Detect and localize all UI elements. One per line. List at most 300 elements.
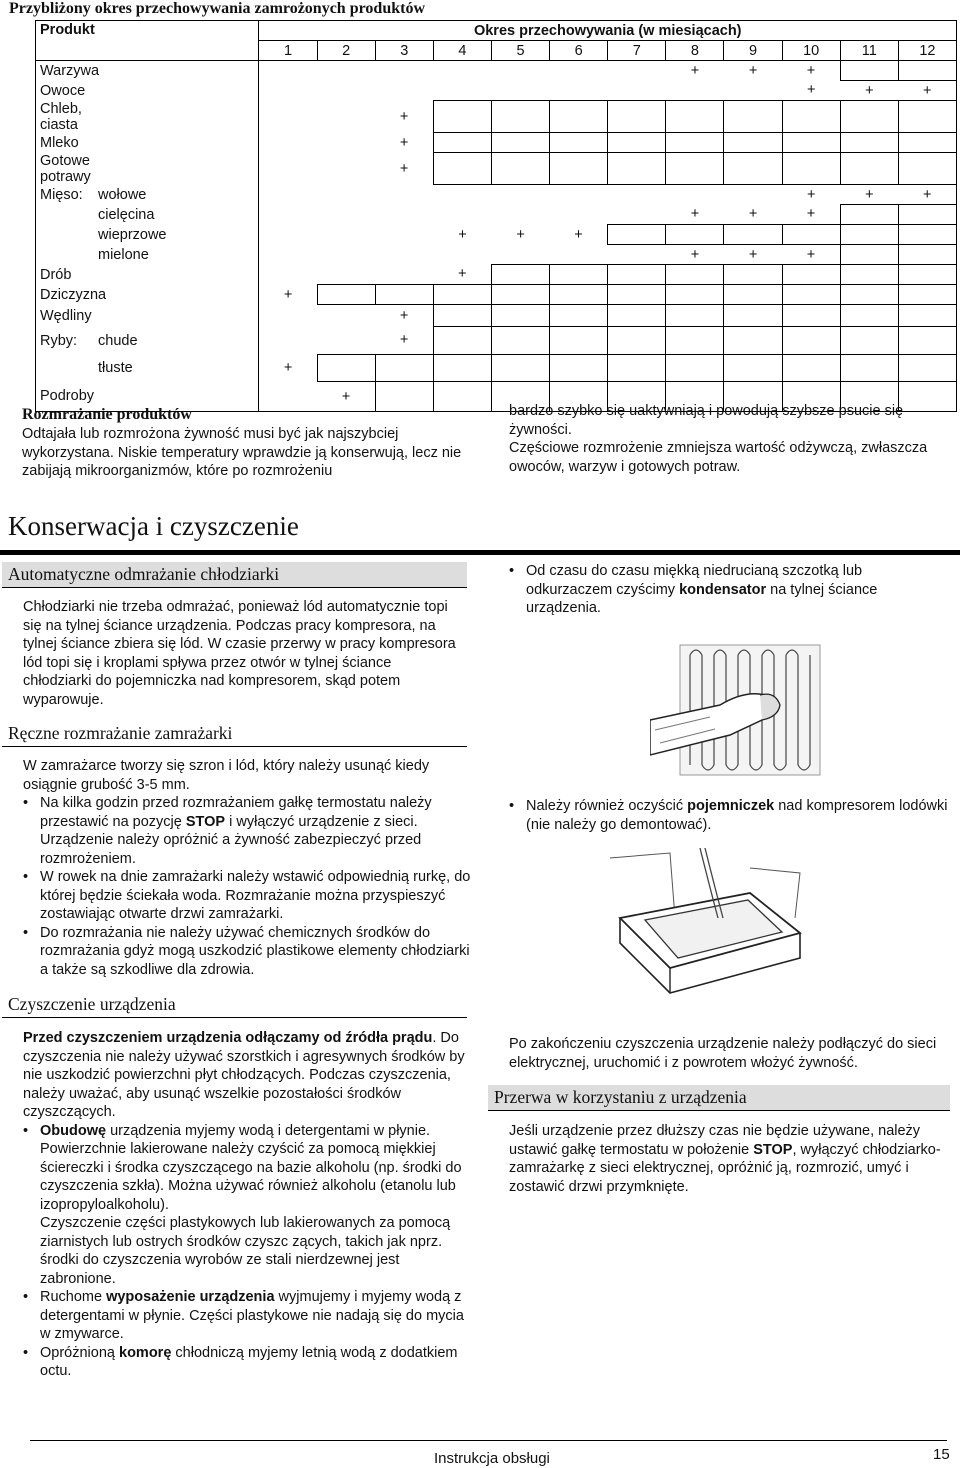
table-row <box>36 245 957 265</box>
product-name: Dziczyzna <box>40 286 107 303</box>
thaw-heading: Rozmrażanie produktów <box>22 406 192 423</box>
month-cell <box>259 185 317 205</box>
storage-mark: + <box>399 332 409 349</box>
manual-block <box>23 757 473 979</box>
month-cell <box>840 153 898 185</box>
month-cell <box>724 101 782 133</box>
after-cleaning-block <box>509 1035 949 1072</box>
month-cell <box>898 265 956 285</box>
storage-mark: + <box>865 82 874 99</box>
month-cell <box>898 153 956 185</box>
month-cell <box>898 305 956 327</box>
pause-heading: Przerwa w korzystaniu z urządzenia <box>494 1087 747 1107</box>
month-cell <box>259 81 317 101</box>
storage-table <box>35 20 957 405</box>
month-cell <box>840 101 898 133</box>
month-cell <box>259 285 317 305</box>
month-cell <box>550 185 608 205</box>
product-label <box>36 327 259 355</box>
month-cell <box>840 265 898 285</box>
month-cell <box>666 285 724 305</box>
month-cell <box>782 101 840 133</box>
month-cell <box>375 81 433 101</box>
drip-tray-illustration <box>600 848 815 998</box>
month-cell <box>782 185 840 205</box>
product-subtype: wołowe <box>98 186 147 203</box>
month-cell <box>433 205 491 225</box>
product-name: Gotowe potrawy <box>40 152 91 185</box>
cleaning-heading-bar <box>2 992 467 1018</box>
table-row <box>36 205 957 225</box>
pause-text: Jeśli urządzenie przez dłuższy czas nie będzie używane, należy ustawić gałkę termostatu w położenie <box>509 1123 921 1158</box>
month-header: 9 <box>724 41 782 61</box>
month-cell <box>375 225 433 245</box>
month-cell <box>666 305 724 327</box>
month-cell <box>724 285 782 305</box>
cleaning-block <box>23 1029 473 1381</box>
auto-text-block <box>23 598 463 709</box>
month-cell <box>782 81 840 101</box>
month-cell <box>782 245 840 265</box>
storage-mark: + <box>283 360 293 376</box>
month-cell <box>898 205 956 225</box>
pause-block <box>509 1122 949 1196</box>
product-name: Warzywa <box>40 62 100 79</box>
manual-b1-text-end: i wyłączyć urządzenie z sieci. Urządzenie należy opróżnić a żywność zabezpieczyć przed rozmrożeniem. <box>40 813 422 867</box>
tray-block <box>509 797 949 834</box>
month-cell <box>724 81 782 101</box>
month-cell <box>491 355 549 382</box>
month-cell <box>724 185 782 205</box>
period-header: Okres przechowywania (w miesiącach) <box>259 21 957 41</box>
month-cell <box>491 285 549 305</box>
storage-mark: + <box>748 246 758 263</box>
condenser-cleaning-illustration <box>650 635 845 780</box>
storage-mark: + <box>399 160 409 177</box>
month-cell <box>608 153 666 185</box>
month-cell <box>724 265 782 285</box>
cleaning-bullet-2 <box>40 1288 473 1344</box>
month-header: 5 <box>491 41 549 61</box>
pause-bold: STOP <box>753 1141 793 1158</box>
product-label <box>36 101 259 133</box>
storage-mark: + <box>806 206 816 223</box>
storage-mark: + <box>399 108 409 125</box>
storage-mark: + <box>748 206 758 223</box>
month-cell <box>550 355 608 382</box>
month-cell <box>433 245 491 265</box>
cleaning-bullet-1 <box>40 1122 473 1289</box>
table-row <box>36 265 957 285</box>
cleaning-bullet-3 <box>40 1344 473 1381</box>
cleaning-text: . Do czyszczenia nie należy używać szorstkich i agresywnych środków by nie uszkodzić powierzchni płyt chłodzących. Podczas czyszczenia, należy uważać, aby usunąć wszelkie pozostałości środków czyszczących. <box>23 1030 465 1120</box>
month-cell <box>608 61 666 81</box>
month-cell <box>491 245 549 265</box>
table-row <box>36 305 957 327</box>
month-cell <box>259 265 317 285</box>
month-cell <box>491 305 549 327</box>
month-cell <box>259 133 317 153</box>
pause-paragraph <box>509 1122 949 1196</box>
month-cell <box>724 305 782 327</box>
month-cell <box>608 81 666 101</box>
cleaning-b2-text: wyjmujemy i myjemy wodą z detergentami w płynie. Części plastykowe nie nadają się do mycia w zmywarce. <box>40 1289 464 1342</box>
thaw-left <box>22 405 472 481</box>
month-cell <box>550 285 608 305</box>
product-label <box>36 285 259 305</box>
storage-mark: + <box>690 206 700 223</box>
manual-heading: Ręczne rozmrażanie zamrażarki <box>8 723 233 743</box>
month-cell <box>608 285 666 305</box>
month-cell <box>898 327 956 355</box>
product-header: Produkt <box>36 21 259 61</box>
month-cell <box>840 133 898 153</box>
month-cell <box>491 61 549 81</box>
month-cell <box>898 101 956 133</box>
month-cell <box>666 225 724 245</box>
month-cell <box>317 285 375 305</box>
manual-heading-bar <box>2 721 467 747</box>
storage-mark: + <box>922 82 932 99</box>
storage-mark: + <box>399 134 409 151</box>
month-cell <box>608 185 666 205</box>
month-cell <box>491 225 549 245</box>
month-cell <box>259 355 317 382</box>
month-cell <box>317 355 375 382</box>
month-cell <box>608 101 666 133</box>
auto-heading-bar <box>2 562 467 588</box>
storage-mark: + <box>399 307 409 324</box>
month-cell <box>608 205 666 225</box>
storage-mark: + <box>341 388 351 405</box>
month-cell <box>898 225 956 245</box>
month-cell <box>724 245 782 265</box>
month-cell <box>724 327 782 355</box>
cleaning-b1-extra: Czyszczenie części plastykowych lub lakierowanych za pomocą ziarnistych lub ostrych środków czyszc zących, takich jak nprz. środki do czyszczenia wyrobów ze stali nierdzewnej jest zabronione. <box>40 1215 451 1287</box>
thaw-right <box>509 402 949 476</box>
cleaning-b1-bold: Obudowę <box>40 1122 107 1139</box>
after-cleaning-text: Po zakończeniu czyszczenia urządzenie należy podłączyć do sieci elektrycznej, uruchomić i z powrotem włożyć żywność. <box>509 1036 937 1071</box>
month-cell <box>608 245 666 265</box>
storage-mark: + <box>283 286 293 303</box>
manual-bullet-3: • Do rozmrażania nie należy używać chemicznych środków do rozmrażania gdyż mogą uszkodzić plastikowe elementy chłodziarki a także są szkodliwe dla zdrowia. <box>40 924 473 980</box>
month-cell <box>375 305 433 327</box>
month-cell <box>724 355 782 382</box>
month-cell <box>840 61 898 81</box>
cleaning-b3-bold: komorę <box>119 1344 172 1361</box>
month-cell <box>840 81 898 101</box>
month-cell <box>550 101 608 133</box>
footer-rule <box>30 1440 947 1441</box>
month-cell <box>433 61 491 81</box>
month-cell <box>840 305 898 327</box>
month-cell <box>550 205 608 225</box>
month-cell <box>782 225 840 245</box>
storage-mark: + <box>865 186 874 203</box>
month-cell <box>666 327 724 355</box>
month-cell <box>608 355 666 382</box>
month-cell <box>375 327 433 355</box>
table-row <box>36 101 957 133</box>
month-cell <box>550 61 608 81</box>
table-row <box>36 225 957 245</box>
month-cell <box>840 245 898 265</box>
product-name: Chleb, ciasta <box>40 100 82 133</box>
month-cell <box>317 133 375 153</box>
month-cell <box>375 355 433 382</box>
month-cell <box>259 153 317 185</box>
month-cell <box>898 355 956 382</box>
month-cell <box>666 81 724 101</box>
month-cell <box>608 265 666 285</box>
month-cell <box>782 153 840 185</box>
month-cell <box>375 245 433 265</box>
month-cell <box>491 185 549 205</box>
tray-bold: pojemniczek <box>687 798 775 814</box>
month-cell <box>491 81 549 101</box>
section-title: Konserwacja i czyszczenie <box>8 511 299 541</box>
product-name: Mięso: <box>40 186 83 203</box>
storage-mark: + <box>922 186 932 203</box>
month-cell <box>666 153 724 185</box>
month-cell <box>375 265 433 285</box>
product-subtype: mielone <box>98 246 149 263</box>
month-cell <box>491 327 549 355</box>
month-cell <box>317 225 375 245</box>
condenser-item <box>526 562 949 618</box>
month-cell <box>898 81 956 101</box>
table-row <box>36 285 957 305</box>
product-name: Drób <box>40 266 72 283</box>
footer-title: Instrukcja obsługi <box>434 1450 550 1467</box>
month-cell <box>840 355 898 382</box>
month-cell <box>491 205 549 225</box>
table-row <box>36 153 957 185</box>
month-cell <box>724 61 782 81</box>
month-header: 6 <box>550 41 608 61</box>
pause-heading-bar <box>488 1085 950 1111</box>
month-cell <box>433 285 491 305</box>
product-label <box>36 305 259 327</box>
month-cell <box>666 133 724 153</box>
month-cell <box>724 153 782 185</box>
tray-item <box>526 797 949 834</box>
manual-b1-text: Na kilka godzin przed rozmrażaniem gałkę termostatu należy przestawić na pozycję <box>40 795 432 830</box>
month-cell <box>375 285 433 305</box>
table-row <box>36 133 957 153</box>
manual-bullet-1 <box>40 794 473 868</box>
month-cell <box>317 61 375 81</box>
month-cell <box>666 185 724 205</box>
manual-bullet-2: • W rowek na dnie zamrażarki należy wstawić odpowiednią rurkę, do której będzie ściekała woda. Rozmrażanie można przyspieszyć zostawiając otwarte drzwi zamrażarki. <box>40 868 473 924</box>
table-row <box>36 327 957 355</box>
cleaning-warning: Przed czyszczeniem urządzenia odłączamy od źródła prądu <box>23 1030 433 1046</box>
product-name: Ryby: <box>40 332 78 349</box>
section-title-bar <box>0 503 960 555</box>
table-row <box>36 61 957 81</box>
month-cell <box>666 61 724 81</box>
product-name: Podroby <box>40 388 95 405</box>
month-cell <box>491 265 549 285</box>
month-cell <box>840 185 898 205</box>
month-cell <box>840 225 898 245</box>
month-cell <box>724 205 782 225</box>
month-cell <box>433 185 491 205</box>
month-cell <box>317 81 375 101</box>
condenser-text-end: na tylnej ściance urządzenia. <box>526 581 878 616</box>
tray-text: Należy również oczyścić <box>526 798 688 814</box>
month-cell <box>259 245 317 265</box>
month-cell <box>782 355 840 382</box>
month-cell <box>259 61 317 81</box>
product-label <box>36 245 259 265</box>
cleaning-b1-text: urządzenia myjemy wodą i detergentami w płynie. Powierzchnie lakierowane należy czyścić za pomocą miękkiej ściereczki i środka czyszczącego na bazie alkoholu (np. środki do czyszczenia szkła). Można używać również alkoholu (etanolu lub izopropyloalkoholu). <box>40 1122 462 1213</box>
month-cell <box>608 225 666 245</box>
month-cell <box>898 285 956 305</box>
month-cell <box>550 265 608 285</box>
month-cell <box>433 305 491 327</box>
month-cell <box>782 327 840 355</box>
month-cell <box>840 285 898 305</box>
cleaning-b3-pre: Opróżnioną <box>40 1344 119 1361</box>
month-header: 12 <box>898 41 956 61</box>
cleaning-b2-pre: Ruchome <box>40 1289 107 1305</box>
storage-mark: + <box>806 246 816 263</box>
page-number: 15 <box>933 1446 950 1463</box>
month-cell <box>724 133 782 153</box>
month-cell <box>898 133 956 153</box>
month-cell <box>550 327 608 355</box>
month-cell <box>782 205 840 225</box>
product-subtype: cielęcina <box>98 206 155 223</box>
product-name: Owoce <box>40 82 86 99</box>
storage-mark: + <box>748 62 758 79</box>
thaw-text-left: Odtajała lub rozmrożona żywność musi być jak najszybciej wykorzystana. Niskie temperatury wprawdzie ją konserwują, lecz nie zabijają mikroorganizmów, które po rozmrożeniu <box>22 426 462 479</box>
storage-mark: + <box>516 226 525 243</box>
product-label <box>36 355 259 382</box>
product-subtype: chude <box>98 332 138 349</box>
month-cell <box>375 185 433 205</box>
month-cell <box>782 265 840 285</box>
cleaning-b3-text: chłodniczą myjemy letnią wodą z dodatkiem octu. <box>40 1344 458 1379</box>
storage-mark: + <box>574 226 583 243</box>
month-header: 8 <box>666 41 724 61</box>
table-row <box>36 185 957 205</box>
month-cell <box>608 133 666 153</box>
month-cell <box>259 225 317 245</box>
month-header: 7 <box>608 41 666 61</box>
tray-text-end: nad kompresorem lodówki (nie należy go demontować). <box>526 798 948 833</box>
month-cell <box>840 205 898 225</box>
month-cell <box>375 133 433 153</box>
month-header: 2 <box>317 41 375 61</box>
product-label <box>36 81 259 101</box>
month-cell <box>433 355 491 382</box>
month-cell <box>666 265 724 285</box>
table-caption: Przybliżony okres przechowywania zamrożonych produktów <box>9 0 425 17</box>
product-subtype: wieprzowe <box>98 226 167 243</box>
month-cell <box>898 245 956 265</box>
thaw-text-right-1: bardzo szybko się uaktywniają i powodują szybsze psucie się żywności. <box>509 403 904 438</box>
month-cell <box>666 355 724 382</box>
month-cell <box>550 81 608 101</box>
month-cell <box>375 101 433 133</box>
table-row <box>36 355 957 382</box>
condenser-block <box>509 562 949 618</box>
month-cell <box>550 245 608 265</box>
month-cell <box>317 101 375 133</box>
cleaning-heading: Czyszczenie urządzenia <box>8 994 176 1014</box>
manual-b1-bold: STOP <box>185 813 226 830</box>
month-cell <box>608 327 666 355</box>
month-cell <box>317 185 375 205</box>
month-header: 4 <box>433 41 491 61</box>
month-cell <box>259 305 317 327</box>
condenser-text: Od czasu do czasu miękką niedrucianą szczotką lub odkurzaczem czyścimy <box>526 563 863 598</box>
month-cell <box>840 327 898 355</box>
product-subtype: tłuste <box>98 360 133 376</box>
month-cell <box>259 205 317 225</box>
month-cell <box>782 285 840 305</box>
product-label <box>36 265 259 285</box>
month-cell <box>782 305 840 327</box>
storage-mark: + <box>806 62 816 79</box>
month-header: 3 <box>375 41 433 61</box>
month-cell <box>491 153 549 185</box>
month-cell <box>259 101 317 133</box>
product-label <box>36 153 259 185</box>
month-cell <box>433 225 491 245</box>
month-cell <box>666 245 724 265</box>
month-cell <box>375 205 433 225</box>
month-header: 11 <box>840 41 898 61</box>
storage-mark: + <box>806 186 816 203</box>
month-cell <box>433 101 491 133</box>
auto-heading: Automatyczne odmrażanie chłodziarki <box>8 564 280 584</box>
month-cell <box>724 225 782 245</box>
month-cell <box>550 153 608 185</box>
month-cell <box>375 61 433 81</box>
month-cell <box>433 153 491 185</box>
storage-mark: + <box>806 82 816 99</box>
month-cell <box>666 205 724 225</box>
storage-mark: + <box>457 266 467 283</box>
month-cell <box>550 305 608 327</box>
month-cell <box>317 265 375 285</box>
month-cell <box>550 133 608 153</box>
manual-intro: W zamrażarce tworzy się szron i lód, który należy usunąć kiedy osiągnie grubość 3-5 mm. <box>23 758 430 793</box>
month-cell <box>317 205 375 225</box>
condenser-bold: kondensator <box>679 581 767 598</box>
cleaning-b2-bold: wyposażenie urządzenia <box>106 1289 275 1305</box>
month-cell <box>782 61 840 81</box>
month-cell <box>433 327 491 355</box>
month-cell <box>375 153 433 185</box>
product-name: Mleko <box>40 134 79 151</box>
month-cell <box>898 61 956 81</box>
month-cell <box>259 327 317 355</box>
month-cell <box>433 81 491 101</box>
month-header: 10 <box>782 41 840 61</box>
month-cell <box>608 305 666 327</box>
month-cell <box>491 133 549 153</box>
product-label <box>36 133 259 153</box>
product-name: Wędliny <box>40 307 92 324</box>
month-cell <box>317 153 375 185</box>
cleaning-paragraph <box>23 1029 473 1122</box>
month-cell <box>491 101 549 133</box>
pause-text-end: , wyłączyć chłodziarko-zamrażarkę z sieci elektrycznej, opróżnić ją, rozmrozić, umyć i zostawić drzwi przymknięte. <box>509 1141 941 1195</box>
